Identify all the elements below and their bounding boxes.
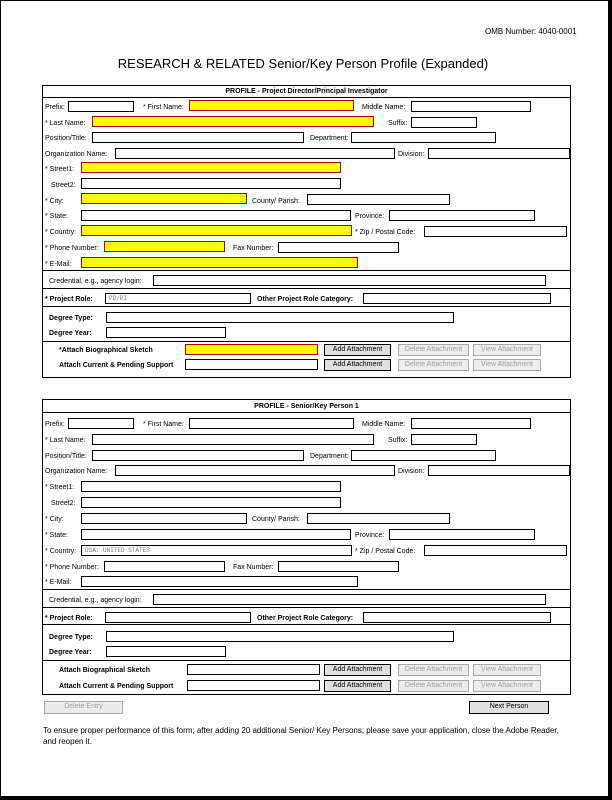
state-label: * State:	[45, 532, 68, 539]
kp-degree-type-input[interactable]	[106, 631, 454, 642]
kp-prefix-input[interactable]	[68, 418, 134, 429]
kp-last-name-input[interactable]	[92, 434, 374, 445]
street1-label: * Street1:	[45, 484, 75, 491]
kp-street1-input[interactable]	[81, 481, 341, 492]
kp-other-role-input[interactable]	[363, 612, 551, 623]
pd-cp-add-attachment-button[interactable]: Add Attachment	[324, 359, 391, 371]
kp-state-select[interactable]	[81, 529, 351, 540]
position-label: Position/Title:	[45, 135, 87, 142]
omb-number: OMB Number: 4040-0001	[485, 27, 577, 36]
other-role-label: Other Project Role Category:	[257, 296, 354, 303]
street2-label: Street2:	[51, 500, 76, 507]
pd-position-input[interactable]	[92, 132, 304, 143]
middle-name-label: Middle Name:	[362, 421, 406, 428]
fax-label: Fax Number:	[233, 564, 274, 571]
country-label: * Country:	[45, 548, 77, 555]
zip-label: * Zip / Postal Code:	[355, 548, 416, 555]
kp-bio-sketch-field	[187, 664, 320, 675]
degree-type-label: Degree Type:	[49, 315, 93, 322]
kp-cp-delete-attachment-button[interactable]: Delete Attachment	[398, 680, 469, 692]
pd-bio-add-attachment-button[interactable]: Add Attachment	[324, 344, 391, 356]
email-label: * E-Mail:	[45, 579, 72, 586]
state-label: * State:	[45, 213, 68, 220]
project-role-label: * Project Role:	[45, 615, 93, 622]
division-label: Division:	[398, 468, 425, 475]
next-person-button[interactable]: Next Person	[469, 701, 549, 714]
organization-label: Organization Name:	[45, 468, 108, 475]
suffix-label: Suffix:	[388, 120, 408, 127]
kp-county-input[interactable]	[307, 513, 450, 524]
kp-street2-input[interactable]	[81, 497, 341, 508]
pd-country-select[interactable]	[81, 225, 352, 236]
pd-other-role-input[interactable]	[363, 293, 551, 304]
kp-email-input[interactable]	[81, 576, 358, 587]
city-label: * City:	[45, 198, 64, 205]
pd-degree-type-input[interactable]	[106, 312, 454, 323]
kp-zip-input[interactable]	[424, 545, 567, 556]
kp-current-pending-field	[187, 680, 320, 691]
key-section-header: PROFILE - Senior/Key Person 1	[254, 403, 359, 410]
first-name-label: * First Name:	[143, 104, 184, 111]
email-label: * E-Mail:	[45, 261, 72, 268]
prefix-label: Prefix:	[45, 421, 65, 428]
pd-section-header: PROFILE - Project Director/Principal Investigator	[225, 88, 388, 95]
kp-cp-add-attachment-button[interactable]: Add Attachment	[324, 680, 391, 692]
pd-email-input[interactable]	[81, 257, 358, 268]
pd-phone-input[interactable]	[104, 241, 225, 252]
department-label: Department:	[310, 135, 349, 142]
current-pending-label: Attach Current & Pending Support	[59, 683, 174, 690]
kp-organization-input[interactable]	[115, 465, 395, 476]
province-label: Province:	[355, 532, 385, 539]
pd-last-name-input[interactable]	[92, 116, 374, 127]
current-pending-label: Attach Current & Pending Support	[59, 362, 174, 369]
kp-degree-year-input[interactable]	[106, 646, 226, 657]
project-role-label: * Project Role:	[45, 296, 93, 303]
degree-type-label: Degree Type:	[49, 634, 93, 641]
kp-province-input[interactable]	[389, 529, 535, 540]
kp-project-role-select[interactable]	[105, 612, 251, 623]
kp-cp-view-attachment-button[interactable]: View Attachment	[473, 680, 541, 692]
form-title: RESEARCH & RELATED Senior/Key Person Profile (Expanded)	[117, 56, 489, 71]
pd-street2-input[interactable]	[81, 178, 341, 189]
pd-bio-delete-attachment-button[interactable]: Delete Attachment	[398, 344, 469, 356]
city-label: * City:	[45, 516, 64, 523]
kp-bio-delete-attachment-button[interactable]: Delete Attachment	[398, 664, 469, 676]
kp-credential-input[interactable]	[153, 594, 546, 605]
kp-first-name-input[interactable]	[189, 418, 354, 429]
pd-bio-sketch-field	[185, 344, 318, 355]
kp-suffix-input[interactable]	[411, 434, 477, 445]
pd-division-input[interactable]	[428, 148, 570, 159]
country-label: * Country:	[45, 229, 77, 236]
degree-year-label: Degree Year:	[49, 649, 92, 656]
degree-year-label: Degree Year:	[49, 330, 92, 337]
pd-state-select[interactable]	[81, 210, 351, 221]
county-label: County/ Parish:	[252, 198, 300, 205]
kp-city-input[interactable]	[81, 513, 247, 524]
pd-county-input[interactable]	[307, 194, 450, 205]
footer-note: To ensure proper performance of this form; after adding 20 additional Senior/ Key Persons; please save your application, close the Adobe Reader, and reopen it.	[43, 726, 559, 746]
phone-label: * Phone Number:	[45, 245, 99, 252]
bio-sketch-label: *Attach Biographical Sketch	[59, 347, 153, 354]
kp-bio-view-attachment-button[interactable]: View Attachment	[473, 664, 541, 676]
department-label: Department:	[310, 453, 349, 460]
kp-country-select[interactable]: USA: UNITED STATES	[81, 545, 352, 556]
pd-province-input[interactable]	[389, 210, 535, 221]
fax-label: Fax Number:	[233, 245, 274, 252]
kp-bio-add-attachment-button[interactable]: Add Attachment	[324, 664, 391, 676]
credential-label: Credential, e.g., agency login:	[49, 597, 142, 604]
pd-zip-input[interactable]	[424, 226, 567, 237]
pd-city-input[interactable]	[81, 193, 247, 204]
kp-phone-input[interactable]	[104, 561, 225, 572]
pd-profile-section	[42, 85, 571, 378]
first-name-label: * First Name:	[143, 421, 184, 428]
pd-street1-input[interactable]	[81, 162, 341, 173]
division-label: Division:	[398, 151, 425, 158]
last-name-label: * Last Name:	[45, 120, 86, 127]
pd-degree-year-input[interactable]	[106, 327, 226, 338]
pd-fax-input[interactable]	[278, 242, 399, 253]
last-name-label: * Last Name:	[45, 437, 86, 444]
street2-label: Street2:	[51, 182, 76, 189]
county-label: County/ Parish:	[252, 516, 300, 523]
street1-label: * Street1:	[45, 166, 75, 173]
pd-cp-view-attachment-button[interactable]: View Attachment	[473, 359, 541, 371]
pd-project-role-select[interactable]: PD/PI	[105, 293, 251, 304]
pd-current-pending-field	[185, 359, 318, 370]
pd-prefix-input[interactable]	[68, 101, 134, 112]
kp-department-input[interactable]	[351, 450, 496, 461]
pd-first-name-input[interactable]	[189, 100, 354, 111]
credential-label: Credential, e.g., agency login:	[49, 278, 142, 285]
bio-sketch-label: Attach Biographical Sketch	[59, 667, 151, 674]
key-person-section	[42, 399, 571, 695]
other-role-label: Other Project Role Category:	[257, 615, 354, 622]
zip-label: * Zip / Postal Code:	[355, 229, 416, 236]
kp-fax-input[interactable]	[278, 561, 399, 572]
suffix-label: Suffix:	[388, 437, 408, 444]
pd-organization-input[interactable]	[115, 148, 395, 159]
pd-middle-name-input[interactable]	[411, 101, 531, 112]
kp-position-input[interactable]	[92, 450, 304, 461]
position-label: Position/Title:	[45, 453, 87, 460]
delete-entry-button[interactable]: Delete Entry	[44, 701, 123, 714]
pd-department-input[interactable]	[351, 132, 496, 143]
pd-cp-delete-attachment-button[interactable]: Delete Attachment	[398, 359, 469, 371]
phone-label: * Phone Number:	[45, 564, 99, 571]
pd-suffix-input[interactable]	[411, 117, 477, 128]
pd-bio-view-attachment-button[interactable]: View Attachment	[473, 344, 541, 356]
kp-division-input[interactable]	[428, 465, 570, 476]
kp-middle-name-input[interactable]	[411, 418, 531, 429]
prefix-label: Prefix:	[45, 104, 65, 111]
province-label: Province:	[355, 213, 385, 220]
middle-name-label: Middle Name:	[362, 104, 406, 111]
pd-credential-input[interactable]	[153, 275, 546, 286]
organization-label: Organization Name:	[45, 151, 108, 158]
